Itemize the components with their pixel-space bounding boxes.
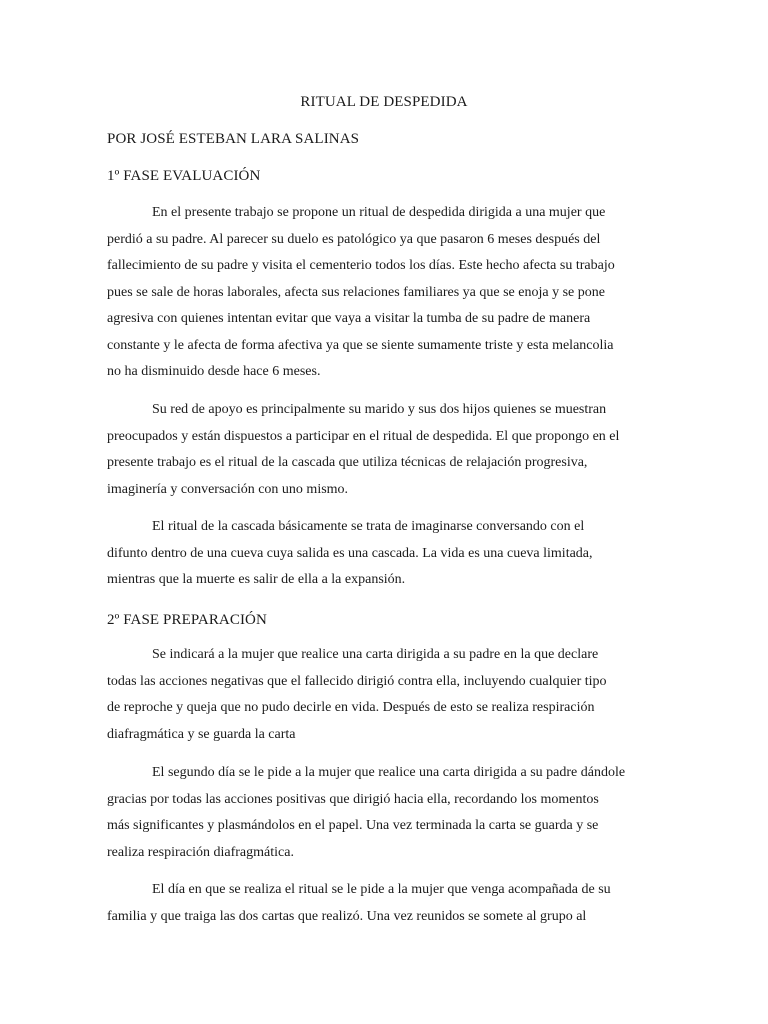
- paragraph-line: difunto dentro de una cueva cuya salida es una cascada. La vida es una cueva limitada,: [107, 545, 593, 561]
- paragraph-line: gracias por todas las acciones positivas que dirigió hacia ella, recordando los momentos: [107, 791, 599, 807]
- paragraph-line: de reproche y queja que no pudo decirle en vida. Después de esto se realiza respiración: [107, 700, 595, 715]
- paragraph-line: preocupados y están dispuestos a participar en el ritual de despedida. El que propongo en el: [107, 428, 620, 444]
- paragraph-line: El ritual de la cascada básicamente se trata de imaginarse conversando con el: [152, 519, 585, 534]
- paragraph-line: constante y le afecta de forma afectiva ya que se siente sumamente triste y esta melancolia: [107, 337, 614, 353]
- paragraph-line: Se indicará a la mujer que realice una carta dirigida a su padre en la que declare: [152, 647, 599, 662]
- paragraph-line: agresiva con quienes intentan evitar que vaya a visitar la tumba de su padre de manera: [107, 311, 591, 326]
- paragraph-line: mientras que la muerte es salir de ella a la expansión.: [107, 572, 406, 587]
- section-heading-fase-1: 1º FASE EVALUACIÓN: [107, 168, 261, 184]
- paragraph: [107, 877, 663, 930]
- paragraph-line: pues se sale de horas laborales, afecta sus relaciones familiares ya que se enoja y se pone: [107, 284, 605, 300]
- document-title: RITUAL DE DESPEDIDA: [300, 94, 468, 110]
- paragraph-line: Su red de apoyo es principalmente su marido y sus dos hijos quienes se muestran: [152, 402, 607, 417]
- paragraph-line: perdió a su padre. Al parecer su duelo es patológico ya que pasaron 6 meses después del: [107, 231, 601, 247]
- paragraph-line: El día en que se realiza el ritual se le pide a la mujer que venga acompañada de su: [152, 882, 611, 897]
- paragraph-line: imaginería y conversación con uno mismo.: [107, 481, 349, 497]
- paragraph-line: todas las acciones negativas que el fallecido dirigió contra ella, incluyendo cualquier tipo: [107, 673, 607, 689]
- paragraph: [107, 760, 663, 866]
- author-line: POR JOSÉ ESTEBAN LARA SALINAS: [107, 131, 360, 147]
- paragraph: [107, 642, 663, 748]
- paragraph-line: diafragmática y se guarda la carta: [107, 726, 296, 742]
- paragraph-line: realiza respiración diafragmática.: [107, 844, 294, 860]
- paragraph-line: más significantes y plasmándolos en el papel. Una vez terminada la carta se guarda y se: [107, 818, 599, 833]
- paragraph-line: familia y que traiga las dos cartas que realizó. Una vez reunidos se somete al grupo al: [107, 908, 587, 924]
- paragraph-line: presente trabajo es el ritual de la cascada que utiliza técnicas de relajación progresiva,: [107, 455, 588, 470]
- paragraph-line: no ha disminuido desde hace 6 meses.: [107, 364, 321, 379]
- paragraph: [107, 514, 663, 594]
- paragraph-line: fallecimiento de su padre y visita el cementerio todos los días. Este hecho afecta su trabajo: [107, 258, 615, 273]
- paragraph: [107, 397, 663, 503]
- paragraph-line: En el presente trabajo se propone un ritual de despedida dirigida a una mujer que: [152, 205, 606, 220]
- section-heading-fase-2: 2º FASE PREPARACIÓN: [107, 612, 267, 628]
- paragraph-line: El segundo día se le pide a la mujer que realice una carta dirigida a su padre dándole: [152, 765, 626, 780]
- paragraph: [107, 200, 663, 386]
